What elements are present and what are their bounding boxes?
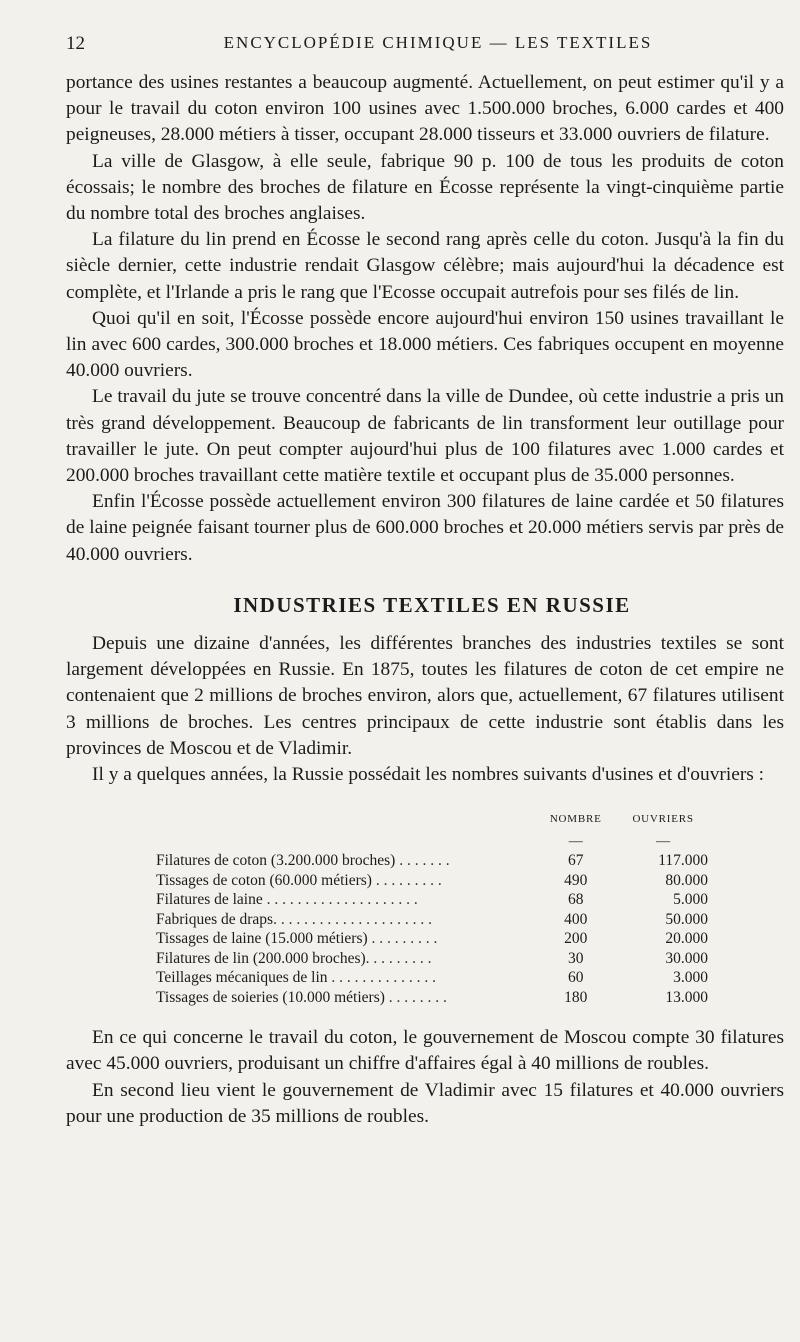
table-header-ouvriers: OUVRIERS <box>632 813 694 826</box>
row-dots: . . . . . . . . . . . . . . . . . . . . . <box>273 910 432 928</box>
paragraph: Quoi qu'il en soit, l'Écosse possède encore aujourd'hui environ 150 usines travaillant le lin avec 600 cardes, 300.000 broches et 18.000 métiers. Ces fabriques occupent en moyenne 40.000 ouvriers. <box>66 307 784 382</box>
row-ouvriers: 3.000 <box>673 969 708 987</box>
row-dots: . . . . . . . . <box>384 988 447 1006</box>
table-row <box>156 929 716 949</box>
row-label: Tissages de coton (60.000 métiers) <box>156 871 372 889</box>
table-row <box>156 871 716 891</box>
page-number: 12 <box>66 33 85 54</box>
page-header <box>66 33 780 57</box>
row-ouvriers: 117.000 <box>658 852 708 870</box>
row-nombre: 400 <box>564 910 588 928</box>
table-header-nombre: NOMBRE <box>549 813 602 826</box>
paragraph: portance des usines restantes a beaucoup augmenté. Actuellement, on peut estimer qu'il y a pour le travail du coton environ 100 usines avec 1.500.000 broches, 6.000 cardes et 400 peigneuses, 28.000 métiers à tisser, occupant 28.000 tisseurs et 33.000 ouvriers de filature. <box>66 72 784 146</box>
row-nombre: 180 <box>564 988 588 1006</box>
row-dots: . . . . . . . . . <box>367 930 438 948</box>
table-row <box>156 910 716 930</box>
page-body <box>66 70 784 1130</box>
table-row <box>156 890 716 910</box>
running-title: ENCYCLOPÉDIE CHIMIQUE — LES TEXTILES <box>223 33 653 52</box>
table-row <box>156 988 716 1008</box>
table-row <box>156 949 716 969</box>
row-nombre: 67 <box>568 852 584 870</box>
row-dots: . . . . . . . . . <box>365 949 432 967</box>
table-header-label <box>156 810 541 832</box>
row-ouvriers: 5.000 <box>673 891 708 909</box>
row-label: Tissages de soieries (10.000 métiers) <box>156 988 385 1006</box>
row-dots: . . . . . . . . . . . . . . . . . . . . <box>262 891 418 909</box>
table-dash: — <box>568 833 583 849</box>
paragraph: Le travail du jute se trouve concentré dans la ville de Dundee, où cette industrie a pris un très grand développement. Beaucoup de fabricants de lin transforment leur outillage pour travailler le jute. On peut compter aujourd'hui plus de 100 filatures avec 1.000 cardes et 200.000 broches travaillant cette matière textile et occupant plus de 35.000 personnes. <box>66 386 784 487</box>
section-heading: INDUSTRIES TEXTILES EN RUSSIE <box>233 592 631 617</box>
paragraph: En ce qui concerne le travail du coton, le gouvernement de Moscou compte 30 filatures avec 45.000 ouvriers, produisant un chiffre d'affaires égal à 40 millions de roubles. <box>66 1027 784 1075</box>
row-ouvriers: 30.000 <box>665 949 708 967</box>
row-label: Fabriques de draps <box>156 910 274 928</box>
paragraph: La ville de Glasgow, à elle seule, fabrique 90 p. 100 de tous les produits de coton écossais; le nombre des broches de filature en Écosse représente la vingt-cinquième partie du nombre total des broches anglaises. <box>66 150 784 225</box>
statistics-table <box>156 810 716 1007</box>
row-nombre: 68 <box>568 891 584 909</box>
row-ouvriers: 13.000 <box>665 988 708 1006</box>
paragraph: Enfin l'Écosse possède actuellement environ 300 filatures de laine cardée et 50 filatures de laine peignée faisant tourner plus de 600.000 broches et 20.000 métiers servis par près de 40.000 ouvriers. <box>66 491 784 565</box>
paragraph: Depuis une dizaine d'années, les différentes branches des industries textiles se sont largement développées en Russie. En 1875, toutes les filatures de coton de cet empire ne contenaient que 2 millions de broches environ, alors que, actuellement, 67 filatures utilisent 3 millions de broches. Les centres principaux de cette industrie sont établis dans les provinces de Moscou et de Vladimir. <box>66 633 784 759</box>
row-ouvriers: 20.000 <box>665 930 708 948</box>
row-ouvriers: 80.000 <box>665 871 708 889</box>
table-dash: — <box>656 833 671 849</box>
row-nombre: 30 <box>568 949 584 967</box>
row-label: Filatures de coton (3.200.000 broches) <box>156 852 396 870</box>
paragraph: En second lieu vient le gouvernement de Vladimir avec 15 filatures et 40.000 ouvriers pour une production de 35 millions de roubles. <box>66 1079 784 1127</box>
row-label: Teillages mécaniques de lin <box>156 969 328 987</box>
row-ouvriers: 50.000 <box>665 910 708 928</box>
row-dots: . . . . . . . . . <box>371 871 442 889</box>
paragraph: Il y a quelques années, la Russie possédait les nombres suivants d'usines et d'ouvriers : <box>92 764 765 786</box>
row-label: Filatures de lin (200.000 broches) <box>156 949 366 967</box>
row-nombre: 490 <box>564 871 588 889</box>
row-dots: . . . . . . . . . . . . . . <box>327 969 437 987</box>
row-label: Tissages de laine (15.000 métiers) <box>156 930 368 948</box>
paragraph: La filature du lin prend en Écosse le second rang après celle du coton. Jusqu'à la fin du siècle dernier, cette industrie rendait Glasgow célèbre; mais aujourd'hui la décadence est complète, et l'Irlande a pris le rang que l'Ecosse occupait autrefois pour ses filés de lin. <box>66 229 784 303</box>
row-nombre: 200 <box>564 930 588 948</box>
row-nombre: 60 <box>568 969 584 987</box>
table-row <box>156 851 716 871</box>
row-label: Filatures de laine <box>156 891 263 909</box>
row-dots: . . . . . . . <box>395 852 450 870</box>
table-row <box>156 968 716 988</box>
